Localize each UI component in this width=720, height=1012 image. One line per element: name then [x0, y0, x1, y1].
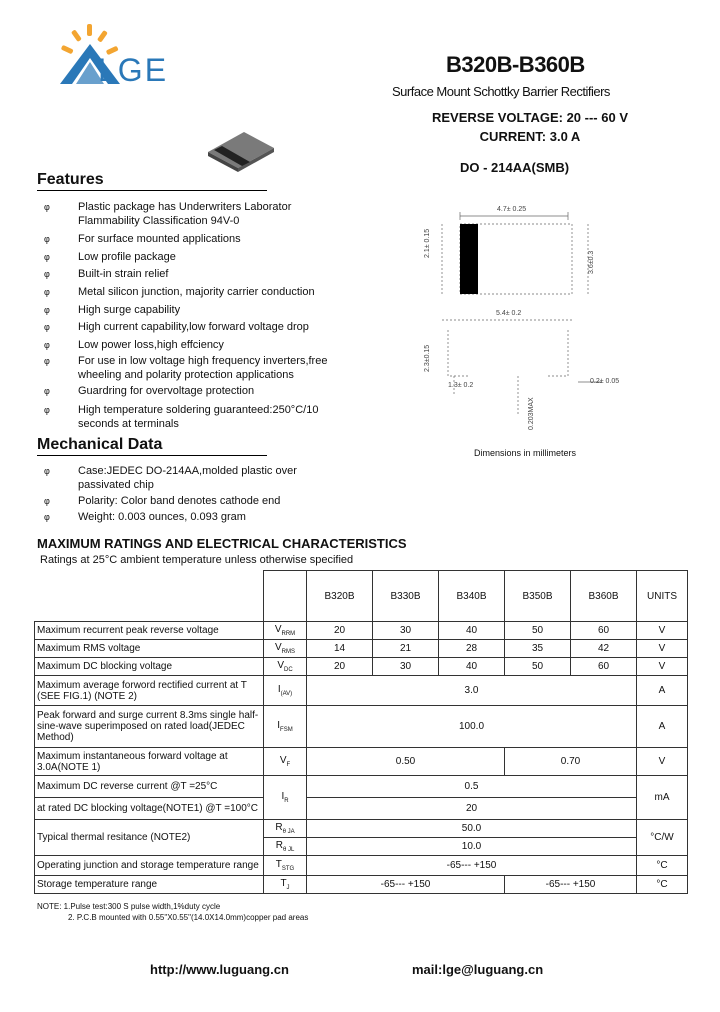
- row-desc: Maximum RMS voltage: [35, 640, 264, 658]
- ratings-title: MAXIMUM RATINGS AND ELECTRICAL CHARACTERISTICS: [37, 536, 407, 551]
- cell: 40: [439, 658, 505, 676]
- cell: 20: [307, 622, 373, 640]
- header-empty: [35, 571, 264, 622]
- row-desc: Maximum instantaneous forward voltage at 3.0A(NOTE 1): [35, 748, 264, 776]
- row-symbol: $I_{(AV)}$: [264, 676, 307, 706]
- bullet-icon: φ: [44, 512, 50, 522]
- cell: 50: [505, 622, 571, 640]
- list-item: [44, 464, 344, 494]
- footer-mail[interactable]: mail:lge@luguang.cn: [412, 962, 544, 977]
- row-symbol: $T_{STG}$: [264, 856, 307, 876]
- bullet-icon: φ: [44, 322, 50, 332]
- bullet-icon: φ: [44, 466, 50, 476]
- bullet-icon: φ: [44, 305, 50, 315]
- row-desc: Maximum DC reverse current @T =25°C: [35, 776, 264, 798]
- list-item-text: For surface mounted applications: [78, 233, 241, 245]
- bullet-icon: φ: [44, 202, 50, 212]
- header-b340b: B340B: [439, 571, 505, 622]
- bullet-icon: φ: [44, 405, 50, 415]
- list-item-text: High current capability,low forward voltage drop: [78, 321, 309, 333]
- list-item-text: Low profile package: [78, 251, 176, 263]
- note-2: 2. P.C.B mounted with 0.55"X0.55"(14.0X14.0mm)copper pad areas: [68, 913, 309, 922]
- footer-url[interactable]: http://www.luguang.cn: [150, 962, 289, 977]
- dim-length: 5.4± 0.2: [496, 310, 522, 317]
- header-b360b: B360B: [571, 571, 637, 622]
- cell: 60: [571, 658, 637, 676]
- cell: 20: [307, 658, 373, 676]
- component-image: [200, 120, 280, 175]
- cell: -65--- +150: [505, 876, 637, 894]
- part-subtitle: Surface Mount Schottky Barrier Rectifiers: [392, 84, 610, 99]
- cell: -65--- +150: [307, 856, 637, 876]
- part-title: B320B-B360B: [446, 52, 585, 77]
- ratings-table: [34, 570, 688, 894]
- bullet-icon: φ: [44, 340, 50, 350]
- features-title: Features: [37, 171, 267, 191]
- key-specs: [420, 108, 640, 146]
- list-item-text: High temperature soldering guaranteed:250°C/10 seconds at terminals: [78, 404, 319, 430]
- unit: V: [637, 748, 688, 776]
- unit: °C/W: [637, 820, 688, 856]
- cell: 10.0: [307, 838, 637, 856]
- cell: 100.0: [307, 706, 637, 748]
- cell: 20: [307, 798, 637, 820]
- dim-band: 2.1± 0.15: [424, 228, 431, 258]
- list-item-text: Weight: 0.003 ounces, 0.093 gram: [78, 511, 246, 523]
- row-symbol: $V_F$: [264, 748, 307, 776]
- dim-lead: 1.3± 0.2: [448, 382, 474, 389]
- table-row: [35, 640, 688, 658]
- table-row: [35, 658, 688, 676]
- list-item-text: Guardring for overvoltage protection: [78, 385, 255, 397]
- header-b320b: B320B: [307, 571, 373, 622]
- cell: 0.70: [505, 748, 637, 776]
- cell: 30: [373, 622, 439, 640]
- table-header-row: [35, 571, 688, 622]
- row-symbol: $R_{\theta JA}$: [264, 820, 307, 838]
- list-item: [44, 200, 344, 230]
- bullet-icon: φ: [44, 356, 50, 366]
- row-desc: Maximum DC blocking voltage: [35, 658, 264, 676]
- table-row: [35, 876, 688, 894]
- dim-height: 3.6±0.3: [588, 250, 595, 274]
- list-item-text: For use in low voltage high frequency inverters,free wheeling and polarity protection applications: [78, 355, 328, 381]
- bullet-icon: φ: [44, 269, 50, 279]
- list-item-text: Polarity: Color band denotes cathode end: [78, 495, 281, 507]
- row-symbol: $I_{FSM}$: [264, 706, 307, 748]
- row-symbol: $V_{DC}$: [264, 658, 307, 676]
- row-desc: Typical thermal resitance (NOTE2): [35, 820, 264, 856]
- unit: V: [637, 658, 688, 676]
- current-rating: CURRENT: 3.0 A: [479, 129, 581, 144]
- header-units: UNITS: [637, 571, 688, 622]
- row-desc: Storage temperature range: [35, 876, 264, 894]
- bullet-icon: φ: [44, 252, 50, 262]
- reverse-voltage: REVERSE VOLTAGE: 20 --- 60 V: [431, 110, 628, 125]
- logo-text: LGE: [98, 52, 169, 88]
- table-row: [35, 622, 688, 640]
- bullet-icon: φ: [44, 496, 50, 506]
- table-row: [35, 706, 688, 748]
- cell: 35: [505, 640, 571, 658]
- row-desc: Peak forward and surge current 8.3ms single half-sine-wave superimposed on rated load(JEDEC Method): [35, 706, 264, 748]
- cell: 42: [571, 640, 637, 658]
- row-symbol: $V_{RMS}$: [264, 640, 307, 658]
- row-desc: Maximum recurrent peak reverse voltage: [35, 622, 264, 640]
- row-desc: Operating junction and storage temperature range: [35, 856, 264, 876]
- row-symbol: $R_{\theta JL}$: [264, 838, 307, 856]
- list-item: [44, 354, 344, 384]
- bullet-icon: φ: [44, 287, 50, 297]
- dim-standoff: 0.203MAX: [528, 397, 535, 430]
- row-symbol: $T_J$: [264, 876, 307, 894]
- list-item-text: Low power loss,high effciency: [78, 339, 224, 351]
- table-row: [35, 798, 688, 820]
- header-b350b: B350B: [505, 571, 571, 622]
- bullet-icon: φ: [44, 234, 50, 244]
- dimension-note: Dimensions in millimeters: [474, 448, 577, 458]
- cell: 21: [373, 640, 439, 658]
- unit: mA: [637, 776, 688, 820]
- table-row: [35, 676, 688, 706]
- cell: 0.50: [307, 748, 505, 776]
- table-row: [35, 748, 688, 776]
- cell: 0.5: [307, 776, 637, 798]
- row-desc: at rated DC blocking voltage(NOTE1) @T =100°C: [35, 798, 264, 820]
- cell: 3.0: [307, 676, 637, 706]
- header-empty-sym: [264, 571, 307, 622]
- cell: 50.0: [307, 820, 637, 838]
- list-item-text: Case:JEDEC DO-214AA,molded plastic over passivated chip: [78, 465, 297, 491]
- unit: A: [637, 706, 688, 748]
- list-item-text: High surge capability: [78, 304, 181, 316]
- dim-width: 4.7± 0.25: [497, 206, 527, 213]
- list-item: [44, 403, 344, 433]
- unit: A: [637, 676, 688, 706]
- unit: °C: [637, 876, 688, 894]
- list-item-text: Metal silicon junction, majority carrier conduction: [78, 286, 315, 298]
- unit: °C: [637, 856, 688, 876]
- table-row: [35, 820, 688, 838]
- cell: 28: [439, 640, 505, 658]
- mechanical-title: Mechanical Data: [37, 436, 267, 456]
- cell: 50: [505, 658, 571, 676]
- cell: 40: [439, 622, 505, 640]
- list-item-text: Plastic package has Underwriters Laborator Flammability Classification 94V-0: [78, 201, 292, 227]
- cell: -65--- +150: [307, 876, 505, 894]
- dim-lead-thickness: 0.2± 0.05: [590, 378, 620, 385]
- header-b330b: B330B: [373, 571, 439, 622]
- unit: V: [637, 640, 688, 658]
- ratings-subtitle: Ratings at 25°C ambient temperature unless otherwise specified: [40, 554, 354, 566]
- row-symbol: $V_{RRM}$: [264, 622, 307, 640]
- dim-body-height: 2.3±0.15: [424, 344, 431, 372]
- bullet-icon: φ: [44, 386, 50, 396]
- table-row: [35, 856, 688, 876]
- unit: V: [637, 622, 688, 640]
- list-item-text: Built-in strain relief: [78, 268, 169, 280]
- package-type: DO - 214AA(SMB): [460, 160, 570, 175]
- cell: 30: [373, 658, 439, 676]
- row-desc: Maximum average forword rectified current at T (SEE FIG.1) (NOTE 2): [35, 676, 264, 706]
- note-1: NOTE: 1.Pulse test:300 S pulse width,1%duty cycle: [37, 902, 221, 911]
- cell: 14: [307, 640, 373, 658]
- cell: 60: [571, 622, 637, 640]
- row-symbol: $I_R$: [264, 776, 307, 820]
- table-row: [35, 776, 688, 798]
